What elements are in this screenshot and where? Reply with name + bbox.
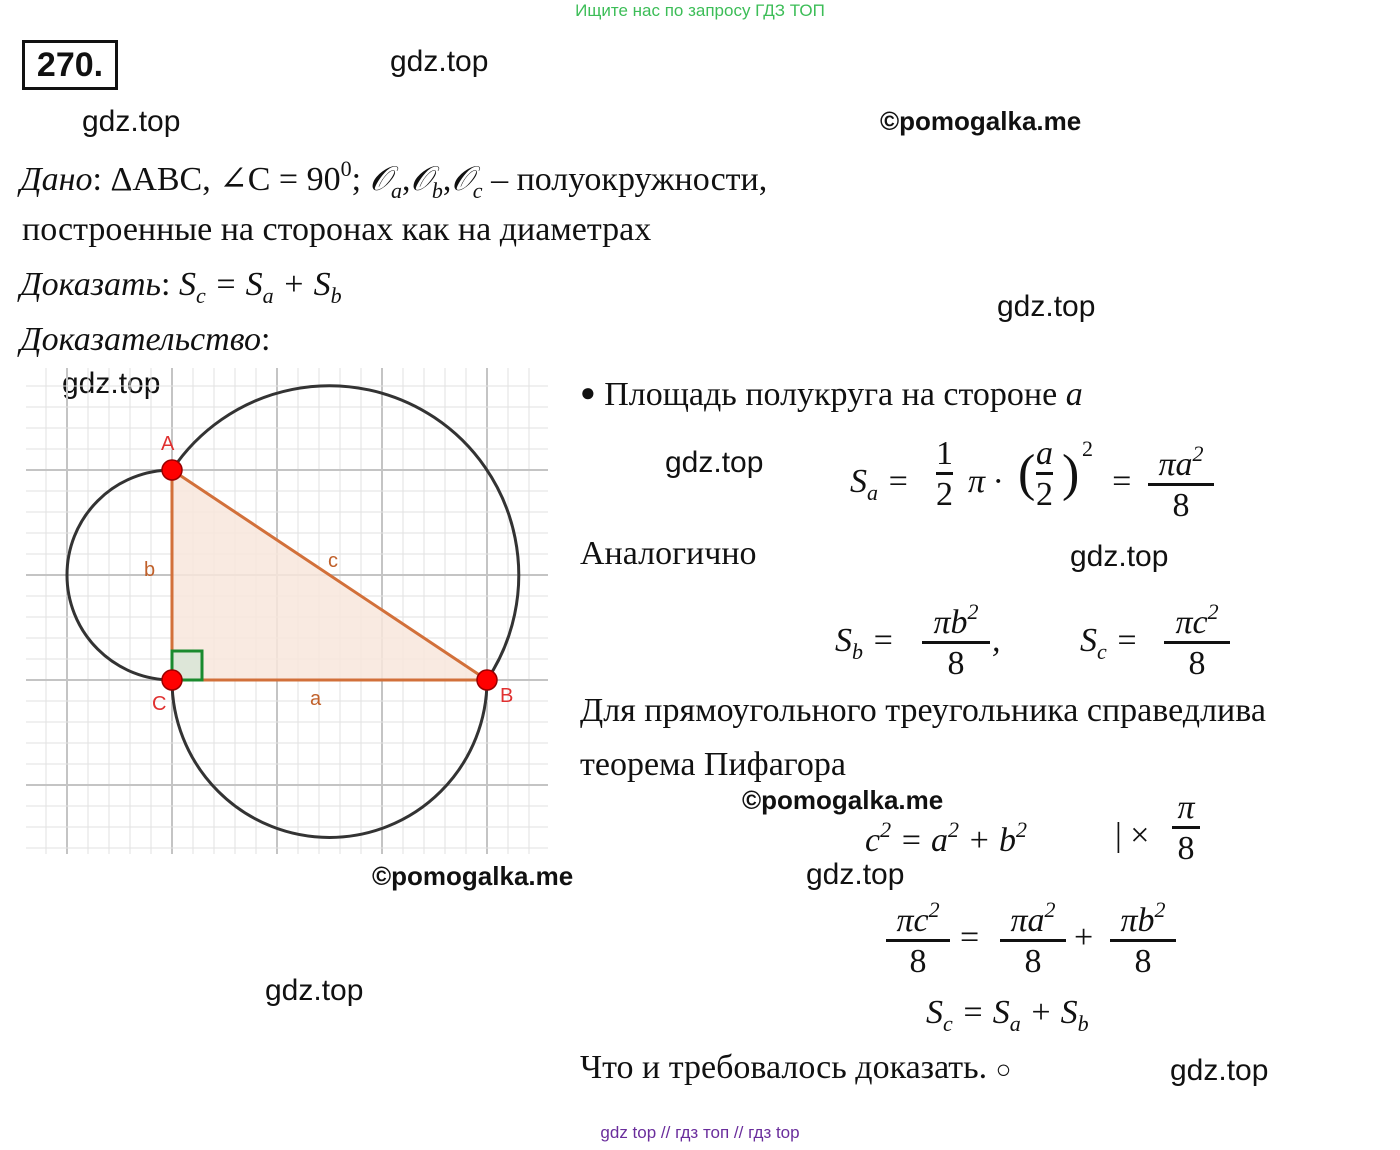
sb-lhs: $S_b$ = bbox=[835, 622, 895, 664]
given-line-2: построенные на сторонах как на диаметрах bbox=[22, 211, 652, 248]
label-a-point: A bbox=[161, 433, 175, 455]
pi-dot: π · bbox=[968, 463, 1003, 500]
multiply-bar: | × bbox=[1115, 817, 1150, 854]
label-c-point: C bbox=[152, 693, 167, 715]
frac-pi-b2-over-8: $\frac{\pi b^2}{8}$ bbox=[922, 594, 990, 682]
equals-2: = bbox=[960, 919, 980, 956]
watermark: gdz.top bbox=[390, 45, 489, 78]
qed-symbol: ○ bbox=[995, 1054, 1012, 1084]
frac-pia2-over-8-b: $\frac{\pi a^2}{8}$ bbox=[1000, 892, 1066, 980]
brand-watermark: ©pomogalka.me bbox=[880, 106, 1082, 136]
given-label: Дано bbox=[20, 161, 93, 198]
label-side-b: b bbox=[144, 559, 156, 581]
bullet-side-a: a bbox=[1065, 376, 1083, 413]
analog-text: Аналогично bbox=[580, 535, 757, 572]
point-a bbox=[162, 460, 182, 480]
frac-pi-over-8: $\frac{\pi}{8}$ bbox=[1172, 790, 1200, 867]
watermark: gdz.top bbox=[997, 290, 1096, 323]
degree-sup: 0 bbox=[340, 156, 352, 181]
frac-pib2-over-8-b: $\frac{\pi b^2}{8}$ bbox=[1110, 892, 1176, 980]
pythag-line-2: теорема Пифагора bbox=[580, 746, 846, 783]
pythag-equation: $c^2 = a^2 + b^2$ bbox=[865, 817, 1027, 859]
frac-pic2-over-8-b: $\frac{\pi c^2}{8}$ bbox=[886, 892, 950, 980]
prove-statement: $S_c = S_a + S_b$ bbox=[178, 266, 342, 308]
sa-lhs: $S_a$ = bbox=[850, 463, 910, 505]
comma: , bbox=[992, 622, 1001, 659]
paren-open: ( bbox=[1018, 445, 1036, 502]
point-c bbox=[162, 670, 182, 690]
square-exp: 2 bbox=[1082, 436, 1093, 461]
point-b bbox=[477, 670, 497, 690]
watermark: gdz.top bbox=[62, 367, 161, 400]
given-tail: – полуокружности, bbox=[482, 161, 768, 198]
conclusion-equation: $S_c = S_a + S_b$ bbox=[926, 994, 1089, 1036]
semicircle-a-arc bbox=[172, 680, 487, 837]
watermark: gdz.top bbox=[1170, 1054, 1269, 1087]
footer-links: gdz top // гдз топ // гдз top bbox=[600, 1123, 800, 1142]
proof-label: Доказательство: bbox=[20, 321, 271, 358]
given-line: Дано: ΔABC, ∠C = $90^0$; 𝒪$_a$,𝒪$_b$,𝒪$_c$ – полуокружности, bbox=[20, 156, 768, 203]
frac-pi-a2-over-8: $\frac{\pi a^2}{8}$ bbox=[1148, 436, 1214, 524]
frac-one-half: $\frac{1}{2}$ bbox=[936, 435, 953, 513]
semicircle-a: 𝒪$_a$ bbox=[369, 161, 402, 203]
given-math: ΔABC, ∠C = 90 bbox=[110, 161, 341, 198]
bullet-line: ● Площадь полукруга на стороне a bbox=[580, 376, 1083, 413]
problem-number: 270. bbox=[22, 40, 118, 90]
equals: = bbox=[1110, 463, 1133, 500]
sc-lhs: $S_c$ = bbox=[1080, 622, 1139, 664]
qed-line bbox=[580, 1049, 1011, 1087]
semicolon: ; bbox=[351, 161, 370, 198]
paren-close: ) bbox=[1062, 445, 1080, 502]
semicircle-b: 𝒪$_b$ bbox=[410, 161, 443, 203]
plus: + bbox=[1074, 919, 1094, 956]
brand-watermark: ©pomogalka.me bbox=[372, 861, 574, 891]
geometry-diagram bbox=[0, 360, 560, 860]
watermark: gdz.top bbox=[1070, 540, 1169, 573]
frac-a-over-2: $\frac{a}{2}$ bbox=[1036, 435, 1053, 513]
watermark: gdz.top bbox=[82, 105, 181, 138]
label-side-a: a bbox=[310, 688, 322, 710]
prove-line: Доказать: $S_c = S_a + S_b$ bbox=[20, 266, 342, 308]
watermark: gdz.top bbox=[806, 858, 905, 891]
prove-label: Доказать bbox=[20, 266, 161, 303]
frac-pi-c2-over-8: $\frac{\pi c^2}{8}$ bbox=[1164, 594, 1230, 682]
pythag-line-1: Для прямоугольного треугольника справедлива bbox=[580, 692, 1266, 729]
brand-watermark: ©pomogalka.me bbox=[742, 785, 944, 815]
watermark: gdz.top bbox=[265, 974, 364, 1007]
label-side-c: c bbox=[328, 550, 338, 572]
label-b-point: B bbox=[500, 685, 514, 707]
watermark: gdz.top bbox=[665, 446, 764, 479]
qed-text: Что и требовалось доказать. bbox=[580, 1049, 988, 1086]
bullet-text: Площадь полукруга на стороне bbox=[604, 376, 1058, 413]
semicircle-c: 𝒪$_c$ bbox=[451, 161, 483, 203]
search-banner: Ищите нас по запросу ГДЗ ТОП bbox=[575, 1, 825, 20]
